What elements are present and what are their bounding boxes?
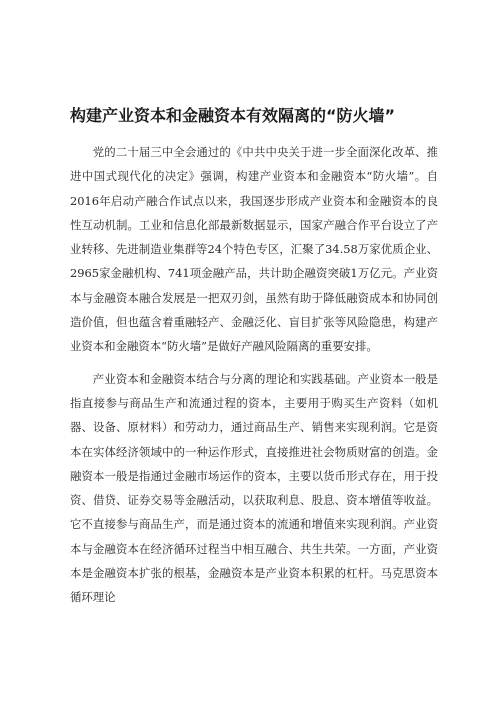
paragraph-theory: 产业资本和金融资本结合与分离的理论和实践基础。产业资本一般是指直接参与商品生产和流通过程的资本，主要用于购买生产资料（如机器、设备、原材料）和劳动力，通过商品生产、销售来实现利润。它是资本在实体经济领域中的一种运作形式，直接推进社会物质财富的创造。金融资本一般是指通过金融市场运作的资本，主要以货币形式存在，用于投资、借贷、证券交易等金融活动，以获取利息、股息、资本增值等收益。它不直接参与商品生产，而是通过资本的流通和增值来实现利润。产业资本与金融资本在经济循环过程当中相互融合、共生共荣。一方面，产业资本是金融资本扩张的根基，金融资本是产业资本积累的杠杆。马克思资本循环理论	[70, 371, 438, 605]
article-body	[70, 140, 438, 618]
paragraph-intro: 党的二十届三中全会通过的《中共中央关于进一步全面深化改革、推进中国式现代化的决定》强调，构建产业资本和金融资本“防火墙”。自2016年启动产融合作试点以来，我国逐步形成产业资本和金融资本的良性互动机制。工业和信息化部最新数据显示，国家产融合作平台设立了产业转移、先进制造业集群等24个特色专区，汇聚了34.58万家优质企业、2965家金融机构、741项金融产品，共计助企融资突破1万亿元。产业资本与金融资本融合发展是一把双刃剑，虽然有助于降低融资成本和协同创造价值，但也蕴含着重融轻产、金融泛化、盲目扩张等风险隐患，构建产业资本和金融资本“防火墙”是做好产融风险隔离的重要安排。	[70, 145, 438, 354]
article-title: 构建产业资本和金融资本有效隔离的“防火墙”	[70, 106, 396, 125]
